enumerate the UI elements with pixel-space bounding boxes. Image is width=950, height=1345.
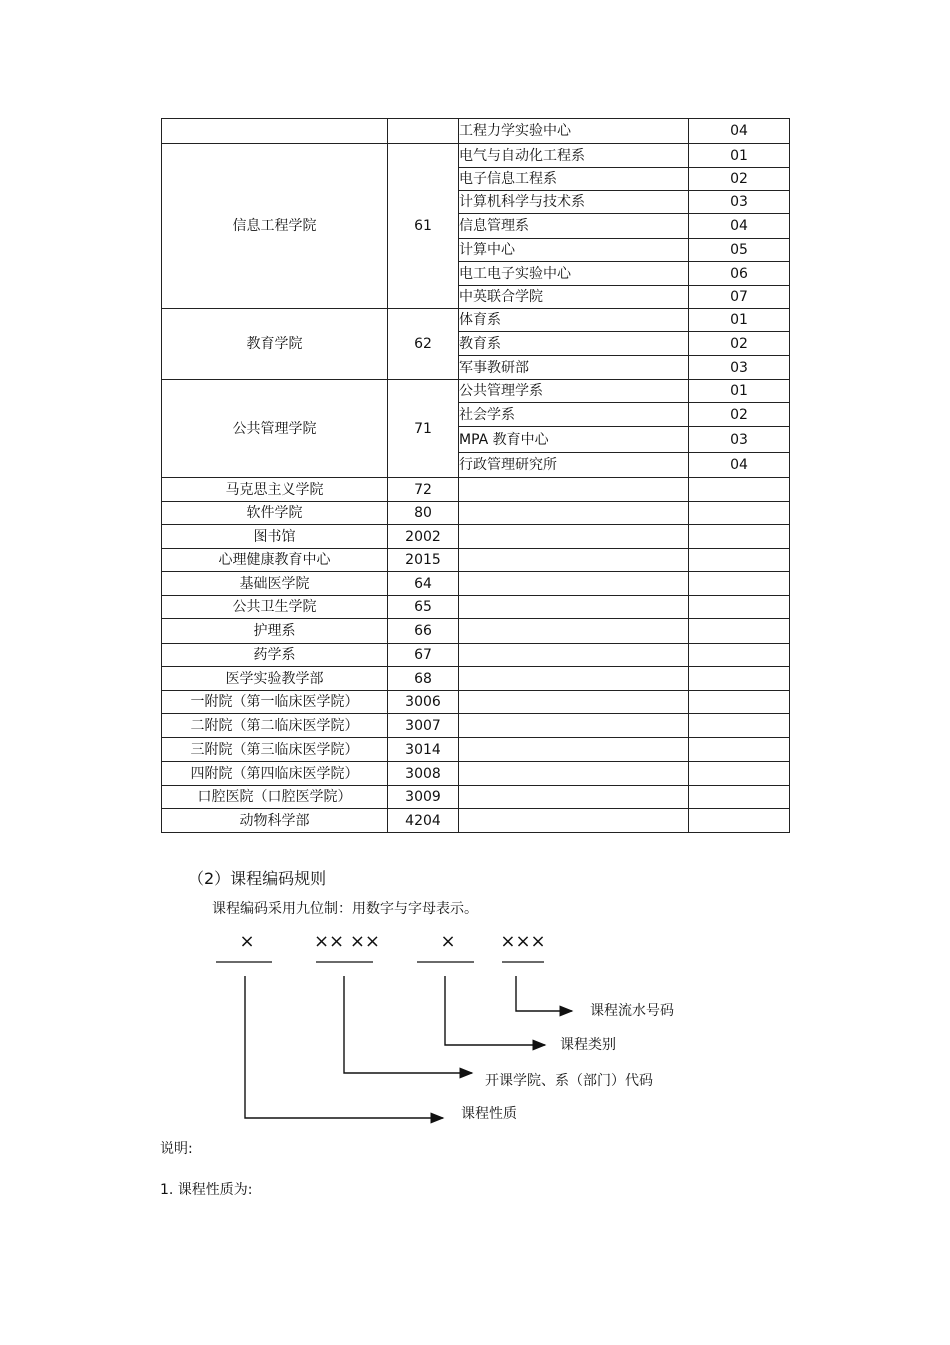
college-code: 72 [388,478,459,502]
college-code: 61 [388,144,459,309]
dept-name [459,667,689,691]
college-name: 公共卫生学院 [162,596,388,619]
table-row [162,691,790,714]
table-row [162,380,790,403]
college-name: 一附院（第一临床医学院） [162,691,388,714]
dept-name: 计算中心 [459,239,689,262]
college-code: 3008 [388,762,459,786]
college-code: 3014 [388,738,459,762]
dept-code [689,809,790,833]
dept-code [689,619,790,644]
table-row [162,572,790,596]
college-code: 71 [388,380,459,478]
college-name: 软件学院 [162,502,388,525]
table-row [162,714,790,738]
table-row [162,596,790,619]
dept-name: 电工电子实验中心 [459,262,689,286]
dept-name: 公共管理学系 [459,380,689,403]
college-name: 马克思主义学院 [162,478,388,502]
table-row [162,144,790,168]
dept-name: 行政管理研究所 [459,453,689,478]
dept-name [459,809,689,833]
dept-code [689,596,790,619]
table-row [162,762,790,786]
dept-code [689,691,790,714]
dept-code: 02 [689,403,790,427]
college-name: 三附院（第三临床医学院） [162,738,388,762]
college-code [388,119,459,144]
dept-code [689,644,790,667]
symbol-course-category: × [440,931,456,952]
dept-code: 04 [689,214,790,239]
college-code: 67 [388,644,459,667]
section-intro: 课程编码采用九位制：用数字与字母表示。 [212,901,478,917]
college-name: 心理健康教育中心 [162,549,388,572]
dept-name: 社会学系 [459,403,689,427]
table-row [162,119,790,144]
section-heading: （2）课程编码规则 [188,869,327,888]
dept-name [459,549,689,572]
dept-name: 军事教研部 [459,356,689,380]
college-code-table [161,118,790,833]
dept-code [689,738,790,762]
table-row [162,644,790,667]
table-row [162,549,790,572]
dept-name [459,786,689,809]
table-row [162,502,790,525]
college-name: 药学系 [162,644,388,667]
label-college-code: 开课学院、系（部门）代码 [485,1073,653,1089]
college-code: 3009 [388,786,459,809]
symbol-course-nature: × [239,931,255,952]
dept-name [459,619,689,644]
college-name: 动物科学部 [162,809,388,833]
college-name: 图书馆 [162,525,388,549]
symbol-serial-number: ××× [500,931,546,952]
table-row [162,309,790,332]
college-code: 4204 [388,809,459,833]
college-name: 基础医学院 [162,572,388,596]
college-code: 80 [388,502,459,525]
dept-name [459,502,689,525]
notes-title: 说明: [160,1141,193,1157]
dept-code: 07 [689,286,790,309]
dept-code: 01 [689,144,790,168]
dept-name: 中英联合学院 [459,286,689,309]
college-code: 64 [388,572,459,596]
college-code: 66 [388,619,459,644]
college-code: 2015 [388,549,459,572]
dept-code: 04 [689,119,790,144]
dept-name [459,596,689,619]
table-row [162,478,790,502]
college-code: 65 [388,596,459,619]
college-code: 68 [388,667,459,691]
dept-code: 06 [689,262,790,286]
dept-code: 01 [689,380,790,403]
dept-code: 03 [689,191,790,214]
dept-name: 电子信息工程系 [459,168,689,191]
dept-code: 04 [689,453,790,478]
dept-code: 02 [689,168,790,191]
dept-code: 02 [689,332,790,356]
dept-name: 教育系 [459,332,689,356]
dept-code [689,762,790,786]
dept-code [689,502,790,525]
college-name: 信息工程学院 [162,144,388,309]
college-name [162,119,388,144]
dept-name: MPA 教育中心 [459,427,689,453]
dept-name [459,762,689,786]
dept-code: 01 [689,309,790,332]
college-name: 教育学院 [162,309,388,380]
college-name: 公共管理学院 [162,380,388,478]
dept-code [689,714,790,738]
table-row [162,619,790,644]
dept-code: 03 [689,356,790,380]
code-structure-diagram [0,920,950,1130]
dept-name: 信息管理系 [459,214,689,239]
college-code: 2002 [388,525,459,549]
college-code: 62 [388,309,459,380]
college-name: 二附院（第二临床医学院） [162,714,388,738]
dept-name [459,644,689,667]
dept-code [689,525,790,549]
arrow-college-code [344,976,472,1073]
table-row [162,809,790,833]
dept-name [459,572,689,596]
dept-name [459,478,689,502]
college-code: 3006 [388,691,459,714]
college-name: 护理系 [162,619,388,644]
symbol-college-code: ×× ×× [313,931,381,952]
table-row [162,667,790,691]
dept-name [459,691,689,714]
college-name: 四附院（第四临床医学院） [162,762,388,786]
arrow-serial-number [516,976,572,1011]
label-course-nature: 课程性质 [461,1106,517,1122]
dept-code [689,478,790,502]
dept-code [689,549,790,572]
dept-code [689,667,790,691]
dept-name: 体育系 [459,309,689,332]
label-course-category: 课程类别 [560,1037,616,1053]
dept-code [689,786,790,809]
college-name: 口腔医院（口腔医学院） [162,786,388,809]
dept-code [689,572,790,596]
dept-name [459,714,689,738]
dept-name: 计算机科学与技术系 [459,191,689,214]
dept-name: 工程力学实验中心 [459,119,689,144]
dept-code: 05 [689,239,790,262]
dept-name [459,738,689,762]
table-row [162,525,790,549]
table-row [162,738,790,762]
notes-item-1: 1. 课程性质为: [160,1182,253,1198]
table-row [162,786,790,809]
dept-code: 03 [689,427,790,453]
college-name: 医学实验教学部 [162,667,388,691]
dept-name [459,525,689,549]
label-serial-number: 课程流水号码 [590,1003,674,1019]
dept-name: 电气与自动化工程系 [459,144,689,168]
college-code: 3007 [388,714,459,738]
